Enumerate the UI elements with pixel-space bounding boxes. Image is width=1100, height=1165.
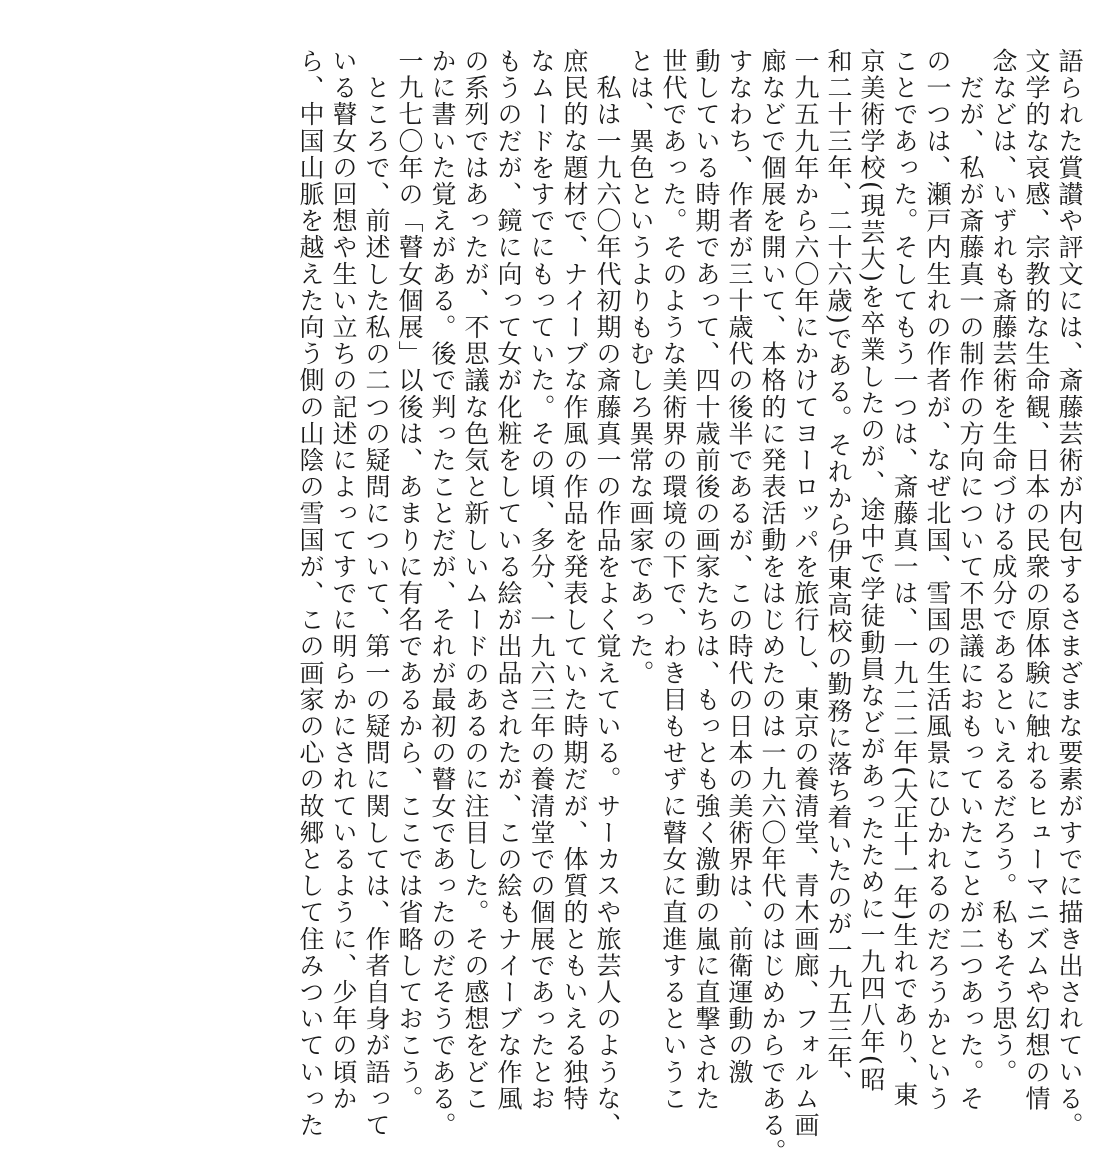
text-column: 和二十三年、二十六歳)である。それから伊東高校の勤務に落ち着いたのが一九五三年、 (824, 48, 853, 1097)
text-column: の一つは、瀬戸内生れの作者が、なぜ北国、雪国の生活風景にひかれるのだろうかという (923, 48, 952, 1112)
text-column: だが、私が斎藤真一の制作の方向について不思議におもっていたことが二つあった。そ (956, 48, 985, 1112)
text-column: 語られた賞讃や評文には、斎藤芸術が内包するさまざまな要素がすでに描き出されている。 (1055, 48, 1084, 1139)
text-column: すなわち、作者が三十歳代の後半であるが、この時代の日本の美術界は、前衛運動の激 (725, 48, 754, 1086)
text-column: もうのだが、鏡に向って女が化粧をしている絵が出品されたが、この絵もナイーブな作風 (494, 48, 523, 1112)
text-column: の系列ではあったが、不思議な色気と新しいムードのあるのに注目した。その感想をどこ (461, 48, 490, 1112)
text-column: 一九五九年から六〇年にかけてヨーロッパを旅行し、東京の養清堂、青木画廊、フォルム画 (791, 48, 820, 1139)
text-column: かに書いた覚えがある。後で判ったことだが、それが最初の瞽女であったのだそうである。 (428, 48, 457, 1139)
text-column: なムードをすでにもっていた。その頃、多分、一九六三年の養清堂での個展であったとお (527, 48, 556, 1112)
text-column: 動している時期であって、四十歳前後の画家たちは、もっとも強く激動の嵐に直撃された (692, 48, 721, 1112)
text-column: ことであった。そしてもう一つは、斎藤真一は、一九二二年(大正十一年)生れであり、東 (890, 48, 919, 1109)
text-column: 世代であった。そのような美術界の環境の下で、わき目もせずに瞽女に直進するというこ (659, 48, 688, 1112)
text-column: 廊などで個展を開いて、本格的に発表活動をはじめたのは一九六〇年代のはじめからである。 (758, 48, 787, 1165)
text-column: ところで、前述した私の二つの疑問について、第一の疑問に関しては、作者自身が語って (362, 48, 391, 1139)
text-column: 文学的な哀感、宗教的な生命観、日本の民衆の原体験に触れるヒューマニズムや幻想の情 (1022, 48, 1051, 1112)
text-column: いる瞽女の回想や生い立ちの記述によってすでに明らかにされているように、少年の頃か (329, 48, 358, 1112)
text-column: 一九七〇年の「瞽女個展」以後は、あまりに有名であるから、ここでは省略しておこう。 (395, 48, 424, 1112)
text-column: 私は一九六〇年代初期の斎藤真一の作品をよく覚えている。サーカスや旅芸人のような、 (593, 48, 622, 1139)
text-column: 庶民的な題材で、ナイーブな作風の作品を発表していた時期だが、体質的ともいえる独特 (560, 48, 589, 1112)
text-column: とは、異色というよりもむしろ異常な画家であった。 (626, 48, 655, 687)
vertical-body-text (294, 48, 1086, 1165)
text-column: ら、中国山脈を越えた向う側の山陰の雪国が、この画家の心の故郷として住みついていった (296, 48, 325, 1139)
text-column: 念などは、いずれも斎藤芸術を生命づける成分であるといえるだろう。私もそう思う。 (989, 48, 1018, 1086)
text-column: 京美術学校(現芸大)を卒業したのが、途中で学徒動員などがあったために一九四八年(昭 (857, 48, 886, 1093)
